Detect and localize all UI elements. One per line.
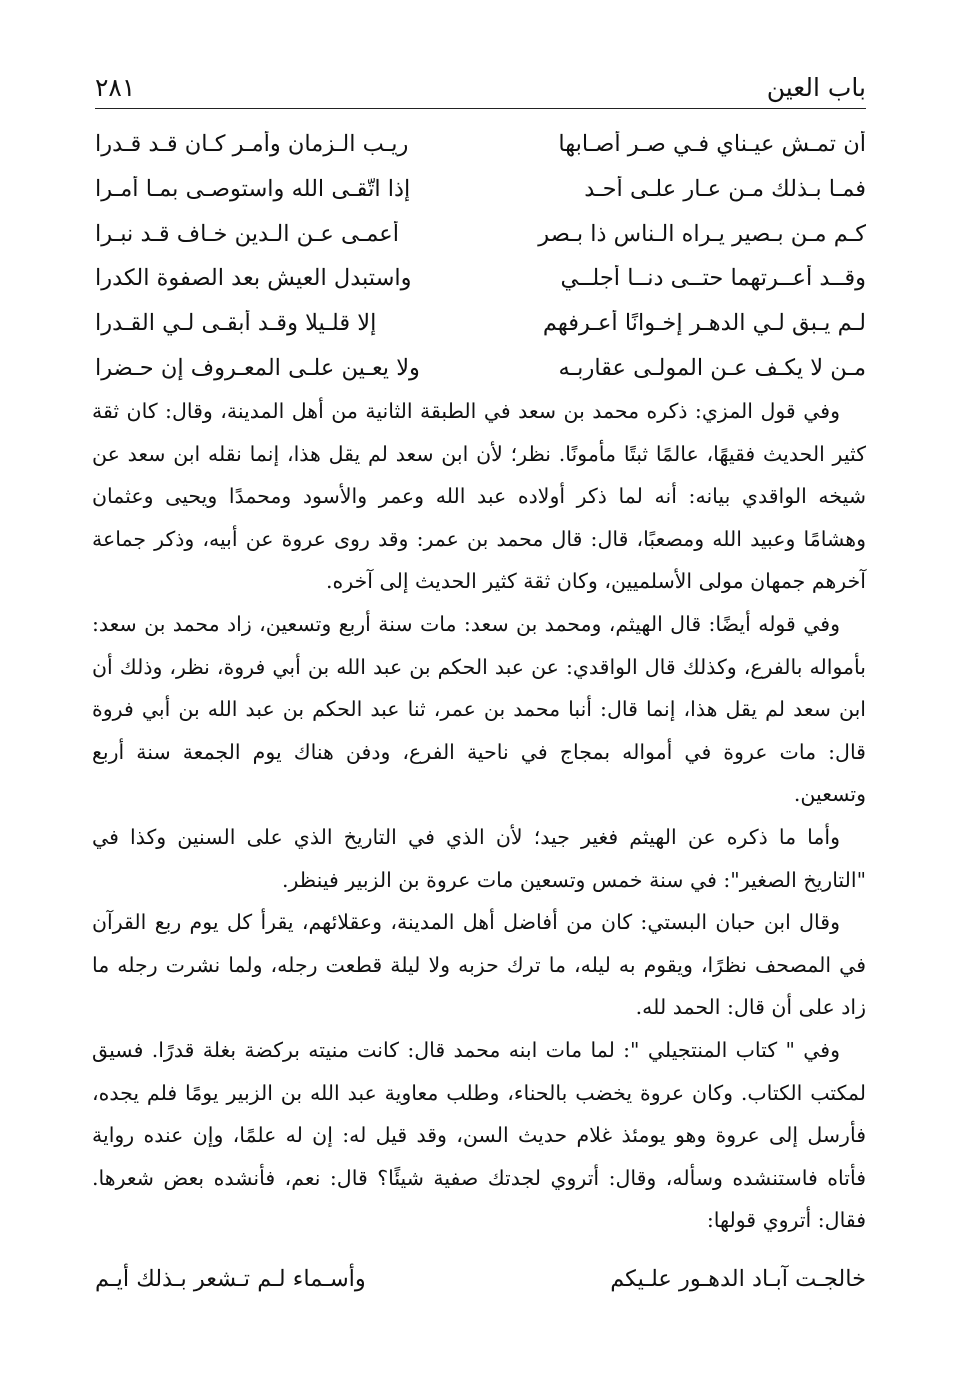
poem-verses (95, 122, 866, 390)
page-header (95, 58, 866, 109)
verse-line (95, 122, 866, 167)
verse-second-hemistich: ريـب الـزمان وأمـر كـان قـد قـدرا (95, 131, 409, 158)
verse-first-hemistich: وقــد أعــرتهما حتــى دنــا أجلــي (560, 265, 866, 292)
chapter-title: باب العين (766, 73, 866, 102)
verse-second-hemistich: واستبدل العيش بعد الصفوة الكدرا (95, 265, 412, 292)
verse-line (95, 345, 866, 390)
verse-second-hemistich: وأسـماء لـم تـشعر بـذلك أيـم (95, 1266, 366, 1292)
page-number: ٢٨١ (95, 73, 136, 102)
paragraph: وفي " كتاب المنتجيلي ": لما مات ابنه محمد قال: كانت منيته بركضة بغلة قدرًا. فسيق لمكتب الكتاب. وكان عروة يخضب بالحناء، وطلب معاوية عبد الله بن الزبير يومًا فلم يجده، فأرسل إلى عروة وهو يومئذ غلام حديث السن، وقد قيل له: إن له علمًا، وإن عنده رواية فأتاه فاستنشده وسأله، وقال: أتروي لجدتك صفية شيئًا؟ قال: نعم، فأنشده بعض شعرها. فقال: أتروي قولها: (92, 1037, 866, 1233)
verse-second-hemistich: إلا قلـيلا وقـد أبقـى لـي القـدرا (95, 310, 377, 337)
body-text (92, 390, 866, 1242)
verse-line (95, 256, 866, 301)
verse-line (95, 211, 866, 256)
verse-line (95, 301, 866, 346)
verse-second-hemistich: إذا اتّقـى الله واستوصـى بمـا أمـرا (95, 176, 411, 203)
paragraph: وفي قول المزي: ذكره محمد بن سعد في الطبقة الثانية من أهل المدينة، وقال: كان ثقة كثير الحديث فقيهًا، عالمًا ثبتًا مأمونًا. نظر؛ لأن ابن سعد لم يقل هذا، إنما نقله ابن سعد عن شيخه الواقدي بيانه: أنه لما ذكر أولاده عبد الله وعمر والأسود ومحمدًا ويحيى وعثمان وهشامًا وعبيد الله ومصعبًا، قال: قال محمد بن عمر: وقد روى عروة عن أبيه، وذكر جماعة آخرهم جمهان مولى الأسلميين، وكان ثقة كثير الحديث إلى آخره. (92, 399, 866, 594)
verse-line (95, 167, 866, 212)
verse-first-hemistich: لـم يـبق لـي الدهـر إخـوانًا أعـرفهم (542, 310, 866, 337)
verse-first-hemistich: خالجـت آبـاد الدهـور علـيكم (610, 1266, 866, 1292)
verse-second-hemistich: ولا يعـين علـى المعـروف إن حـضرا (95, 354, 420, 381)
paragraph: وفي قوله أيضًا: قال الهيثم، ومحمد بن سعد: مات سنة أربع وتسعين، زاد محمد بن سعد: بأمواله بالفرع، وكذلك قال الواقدي: عن عبد الحكم بن عبد الله بن أبي فروة، نظر، وذلك أن ابن سعد لم يقل هذا، إنما قال: أنبا محمد بن عمر، ثنا عبد الحكم بن عبد الله بن أبي فروة قال: مات عروة في أمواله بمجاج في ناحية الفرع، ودفن هناك يوم الجمعة سنة أربع وتسعين. (92, 611, 866, 807)
verse-first-hemistich: مـن لا يكـف عـن المولـى عقاربـه (558, 354, 866, 381)
closing-verse (95, 1266, 866, 1292)
verse-first-hemistich: فمـا بـذلك مـن عـار علـى أحـد (584, 176, 866, 203)
paragraph: وأما ما ذكره عن الهيثم فغير جيد؛ لأن الذي في التاريخ الذي على السنين وكذا في "التاريخ الصغير": في سنة خمس وتسعين مات عروة بن الزبير فينظر. (92, 824, 866, 892)
paragraph: وقال ابن حبان البستي: كان من أفاضل أهل المدينة، وعقلائهم، يقرأ كل يوم ربع القرآن في المصحف نظرًا، ويقوم به ليله، ما ترك حزبه ولا ليلة قطعت رجله، ولما نشرت رجله ما زاد على أن قال: الحمد لله. (92, 910, 866, 1020)
verse-second-hemistich: أعمـى عـن الـدين خـاف قـد نبـرا (95, 220, 399, 247)
verse-first-hemistich: أن تمـش عيـناي فـي صـر أصـابها (558, 131, 866, 158)
verse-first-hemistich: كـم مـن بـصير يـراه الـناس ذا بـصر (538, 220, 866, 247)
